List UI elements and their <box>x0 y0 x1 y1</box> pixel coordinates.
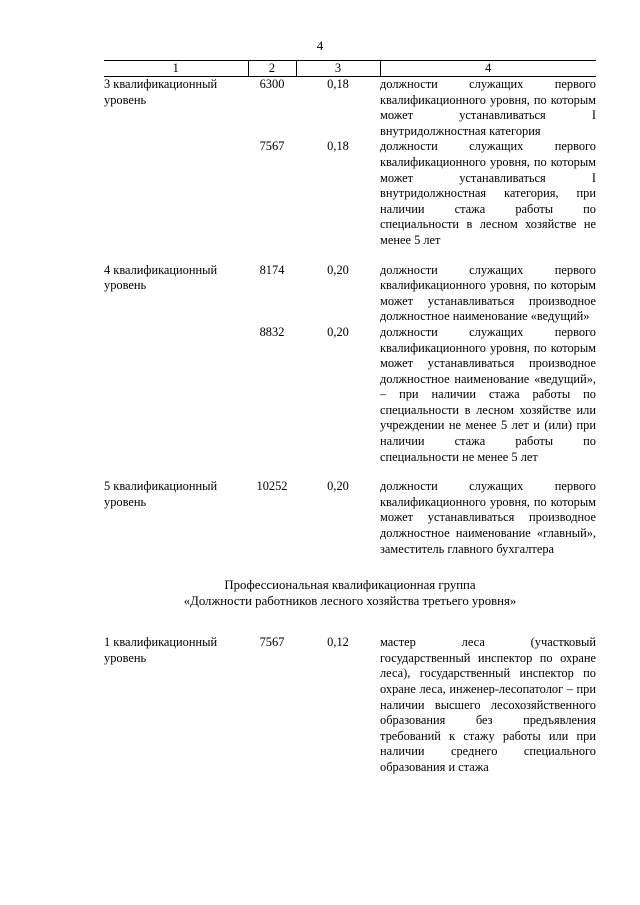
column-header-1: 1 <box>104 61 248 77</box>
coefficient-cell: 0,20 <box>327 479 349 494</box>
page-number: 4 <box>316 38 324 53</box>
salary-table <box>104 60 596 776</box>
description-cell: должности служащих первого квалификационного уровня, по которым может устанавливаться I внутридолжностная категория, при наличии стажа работы по специальности в лесном хозяйстве не менее 5 лет <box>380 139 596 247</box>
table-row <box>104 635 596 775</box>
group-heading-line-1: Профессиональная квалификационная группа <box>224 578 476 593</box>
level-cell: 5 квалификационный уровень <box>104 479 218 509</box>
level-cell <box>104 139 248 248</box>
row-spacer <box>104 249 596 263</box>
table-row <box>104 479 596 557</box>
row-spacer <box>104 465 596 479</box>
salary-cell: 7567 <box>259 635 285 650</box>
table-header-row <box>104 61 596 77</box>
description-cell: должности служащих первого квалификационного уровня, по которым может устанавливаться производное должностное наименование «ведущий», – при наличии стажа работы по специальности в лесном хозяйстве или учреждении не менее 5 лет и (или) при наличии стажа работы по специальности не менее 5 лет <box>380 324 596 464</box>
column-header-3: 3 <box>296 61 380 77</box>
description-cell: должности служащих первого квалификационного уровня, по которым может устанавливаться производное должностное наименование «главный», заместитель главного бухгалтера <box>380 479 596 556</box>
salary-cell: 6300 <box>259 77 285 91</box>
level-cell <box>104 325 248 465</box>
description-cell: должности служащих первого квалификационного уровня, по которым может устанавливаться I внутридолжностная категория <box>380 77 596 138</box>
salary-cell: 8832 <box>259 324 285 339</box>
column-header-4: 4 <box>380 61 596 77</box>
salary-cell: 8174 <box>259 262 285 277</box>
coefficient-cell: 0,12 <box>327 635 349 650</box>
coefficient-cell: 0,20 <box>327 324 349 339</box>
coefficient-cell: 0,18 <box>327 77 349 91</box>
group-heading <box>104 571 596 635</box>
group-heading-row <box>104 571 596 635</box>
level-cell: 1 квалификационный уровень <box>104 635 218 665</box>
description-cell: должности служащих первого квалификационного уровня, по которым может устанавливаться производное должностное наименование «ведущий» <box>380 262 596 324</box>
level-cell: 4 квалификационный уровень <box>104 262 218 293</box>
level-cell: 3 квалификационный уровень <box>104 77 218 107</box>
coefficient-cell: 0,20 <box>327 262 349 277</box>
table-row <box>104 139 596 248</box>
group-heading-line-2: «Должности работников лесного хозяйства третьего уровня» <box>183 594 517 609</box>
salary-cell: 7567 <box>259 139 285 154</box>
table-row <box>104 77 596 140</box>
column-header-2: 2 <box>248 61 296 77</box>
table-row <box>104 263 596 325</box>
description-cell: мастер леса (участковый государственный инспектор по охране леса), государственный инспектор по охране леса, инженер-лесопатолог – при наличии высшего лесохозяйственного образования без предъявления требований к стажу работы или при наличии среднего специального образования и стажа <box>380 635 596 774</box>
salary-cell: 10252 <box>256 479 288 494</box>
row-spacer <box>104 557 596 571</box>
coefficient-cell: 0,18 <box>327 139 349 154</box>
table-row <box>104 325 596 465</box>
